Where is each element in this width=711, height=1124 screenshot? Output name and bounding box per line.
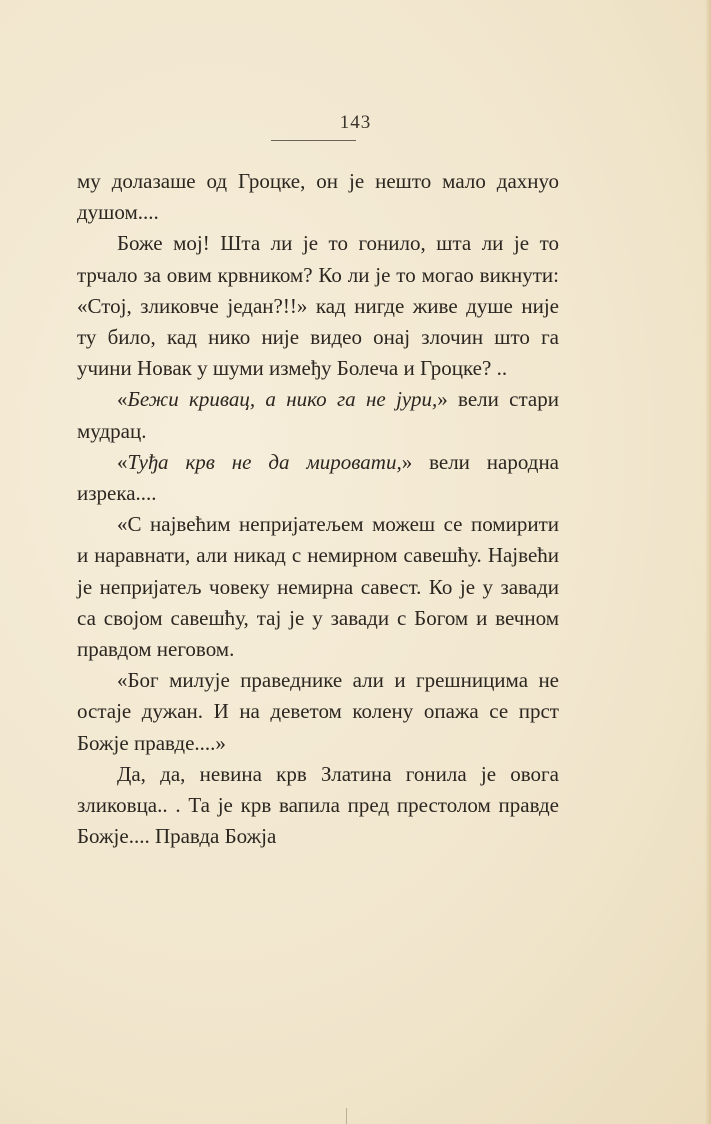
paragraph-text: » вели стари мудрац. — [77, 387, 559, 443]
paragraph — [77, 665, 559, 759]
page-edge-shadow — [705, 0, 711, 1124]
paragraph-text: Да, да, невина крв Златина гонила је овога зликовца.. . Та је крв вапила пред престолом правде Божје.... Правда Божја — [77, 761, 559, 849]
body-text — [77, 166, 559, 852]
paragraph-text: «Бог милује праведнике али и грешницима не остаје дужан. И на деветом колену опажа се прст Божје правде....» — [77, 668, 559, 755]
paragraph — [77, 509, 559, 665]
paragraph — [77, 228, 559, 384]
paragraph-text: « — [117, 449, 128, 474]
paragraph — [77, 759, 559, 853]
paragraph — [77, 384, 559, 446]
bottom-mark — [346, 1108, 347, 1124]
paragraph-text: Боже мој! Шта ли је то гонило, шта ли је то трчало за овим крвником? Ко ли је то могао викнути: «Стој, зликовче један?!!» кад нигде живе душе није ту било, кад нико није видео онај злочин што га учини Новак у шуми између Болеча и Гроцке? .. — [77, 231, 559, 381]
paragraph — [77, 166, 559, 228]
header-rule — [271, 140, 356, 141]
paragraph-text: му долазаше од Гроцке, он је нешто мало дахнуо душом.... — [77, 169, 559, 225]
paragraph-text: » вели народна изрека.... — [77, 449, 560, 506]
paragraph-text: «С највећим непријатељем можеш се помирити и наравнати, али никад с немирном савешћу. Највећи је непријатељ човеку немирна савест. Ко је у завади са својом савешћу, тај је у завади с Богом и вечном правдом неговом. — [77, 512, 559, 662]
paragraph — [77, 447, 559, 509]
page-header — [0, 112, 711, 134]
paragraph-text: « — [117, 387, 128, 412]
quote-italic: Туђа крв не да мировати, — [127, 449, 402, 474]
page-number: 143 — [339, 112, 372, 133]
quote-italic: Бежи кривац, а нико га не јури, — [127, 387, 438, 412]
